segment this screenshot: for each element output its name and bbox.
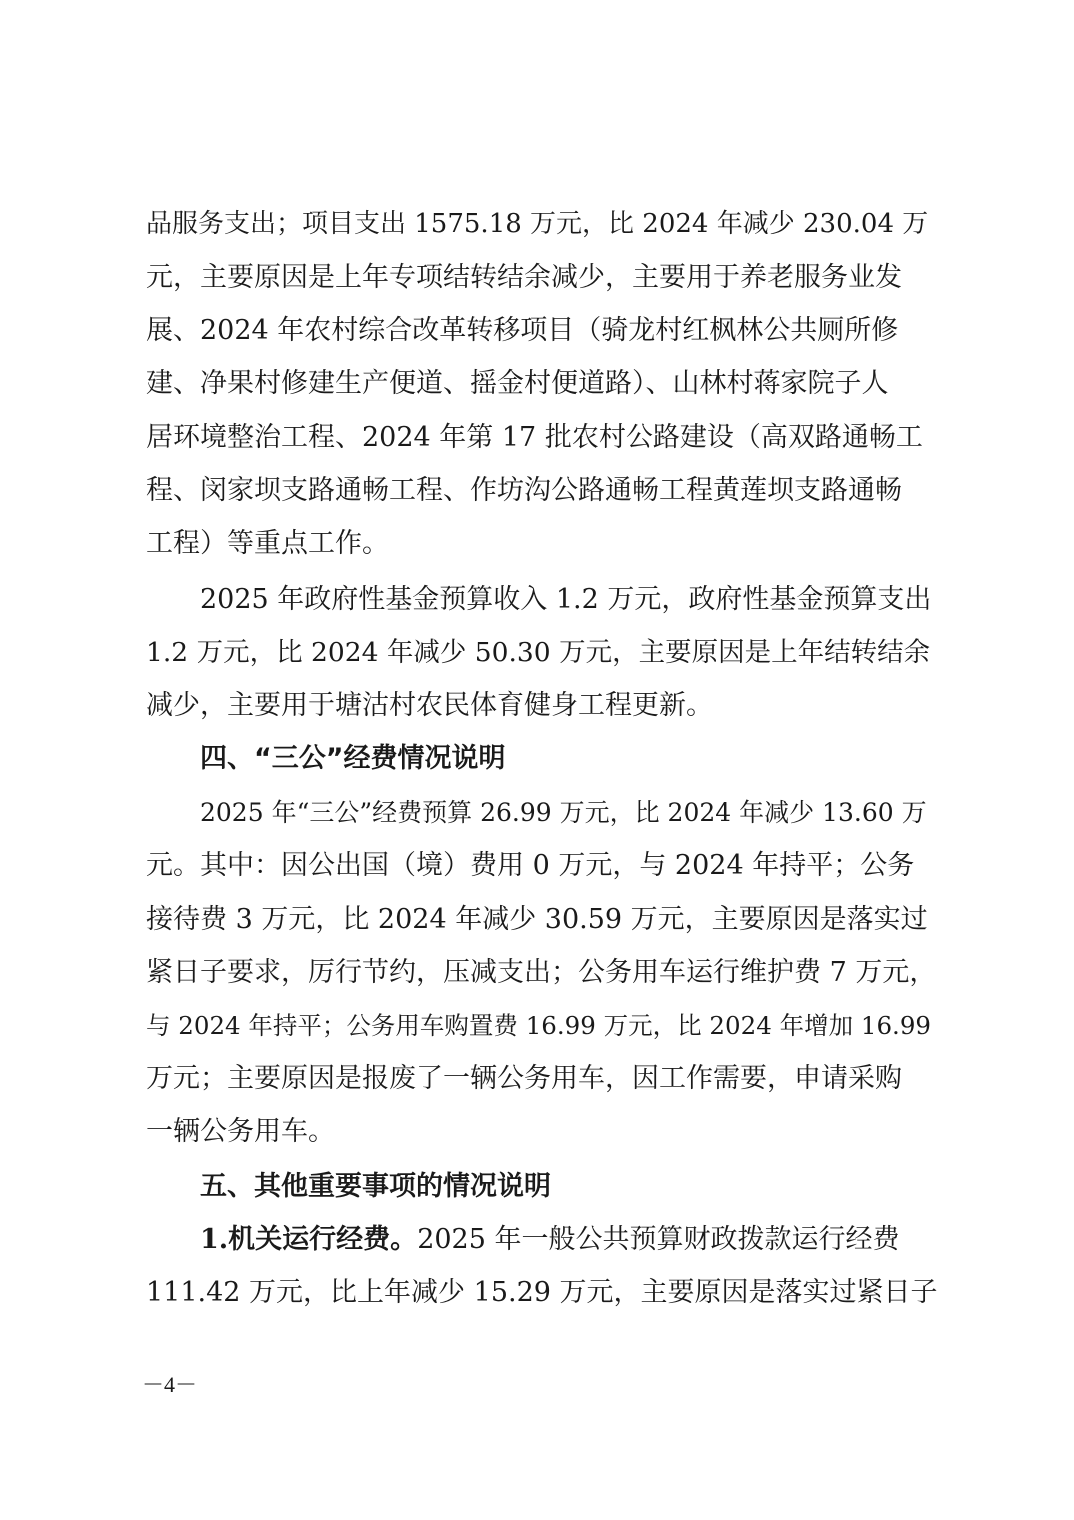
paragraph-line <box>200 1220 940 1260</box>
item-label-operating-expenses: 1.机关运行经费。 <box>200 1224 418 1255</box>
paragraph-line: 展、2024 年农村综合改革转移项目（骑龙村红枫林公共厕所修 <box>146 315 899 346</box>
paragraph-line-text: 2025 年一般公共预算财政拨款运行经费 <box>417 1224 900 1255</box>
paragraph-line: 接待费 3 万元，比 2024 年减少 30.59 万元，主要原因是落实过 <box>146 904 928 935</box>
section-heading-other-matters: 五、其他重要事项的情况说明 <box>200 1171 551 1202</box>
section-heading-sangong: 四、“三公”经费情况说明 <box>200 743 506 774</box>
paragraph-line: 2025 年政府性基金预算收入 1.2 万元，政府性基金预算支出 <box>200 584 932 615</box>
paragraph-line: 万元；主要原因是报废了一辆公务用车，因工作需要，申请采购 <box>146 1063 902 1094</box>
paragraph-line: 1.2 万元，比 2024 年减少 50.30 万元，主要原因是上年结转结余 <box>146 637 931 668</box>
paragraph-line: 元，主要原因是上年专项结转结余减少，主要用于养老服务业发 <box>146 262 902 293</box>
paragraph-line: 程、闵家坝支路通畅工程、作坊沟公路通畅工程黄莲坝支路通畅 <box>146 475 902 506</box>
paragraph-line: 紧日子要求，厉行节约，压减支出；公务用车运行维护费 7 万元， <box>146 957 937 988</box>
paragraph-line: 居环境整治工程、2024 年第 17 批农村公路建设（高双路通畅工 <box>146 422 923 453</box>
paragraph-line: 111.42 万元，比上年减少 15.29 万元，主要原因是落实过紧日子 <box>146 1277 938 1308</box>
paragraph-line: 一辆公务用车。 <box>146 1116 335 1147</box>
paragraph-line: 2025 年“三公”经费预算 26.99 万元，比 2024 年减少 13.60 万 <box>200 798 927 827</box>
paragraph-line: 品服务支出；项目支出 1575.18 万元，比 2024 年减少 230.04 万 <box>146 209 929 239</box>
paragraph-line: 与 2024 年持平；公务用车购置费 16.99 万元，比 2024 年增加 16.99 <box>146 1011 931 1040</box>
page-number: －4－ <box>142 1372 198 1397</box>
paragraph-line: 建、净果村修建生产便道、摇金村便道路）、山林村蒋家院子人 <box>146 368 889 399</box>
paragraph-line: 减少，主要用于塘沽村农民体育健身工程更新。 <box>146 690 713 721</box>
paragraph-line: 元。其中：因公出国（境）费用 0 万元，与 2024 年持平；公务 <box>146 850 915 881</box>
paragraph-line: 工程）等重点工作。 <box>146 528 389 559</box>
